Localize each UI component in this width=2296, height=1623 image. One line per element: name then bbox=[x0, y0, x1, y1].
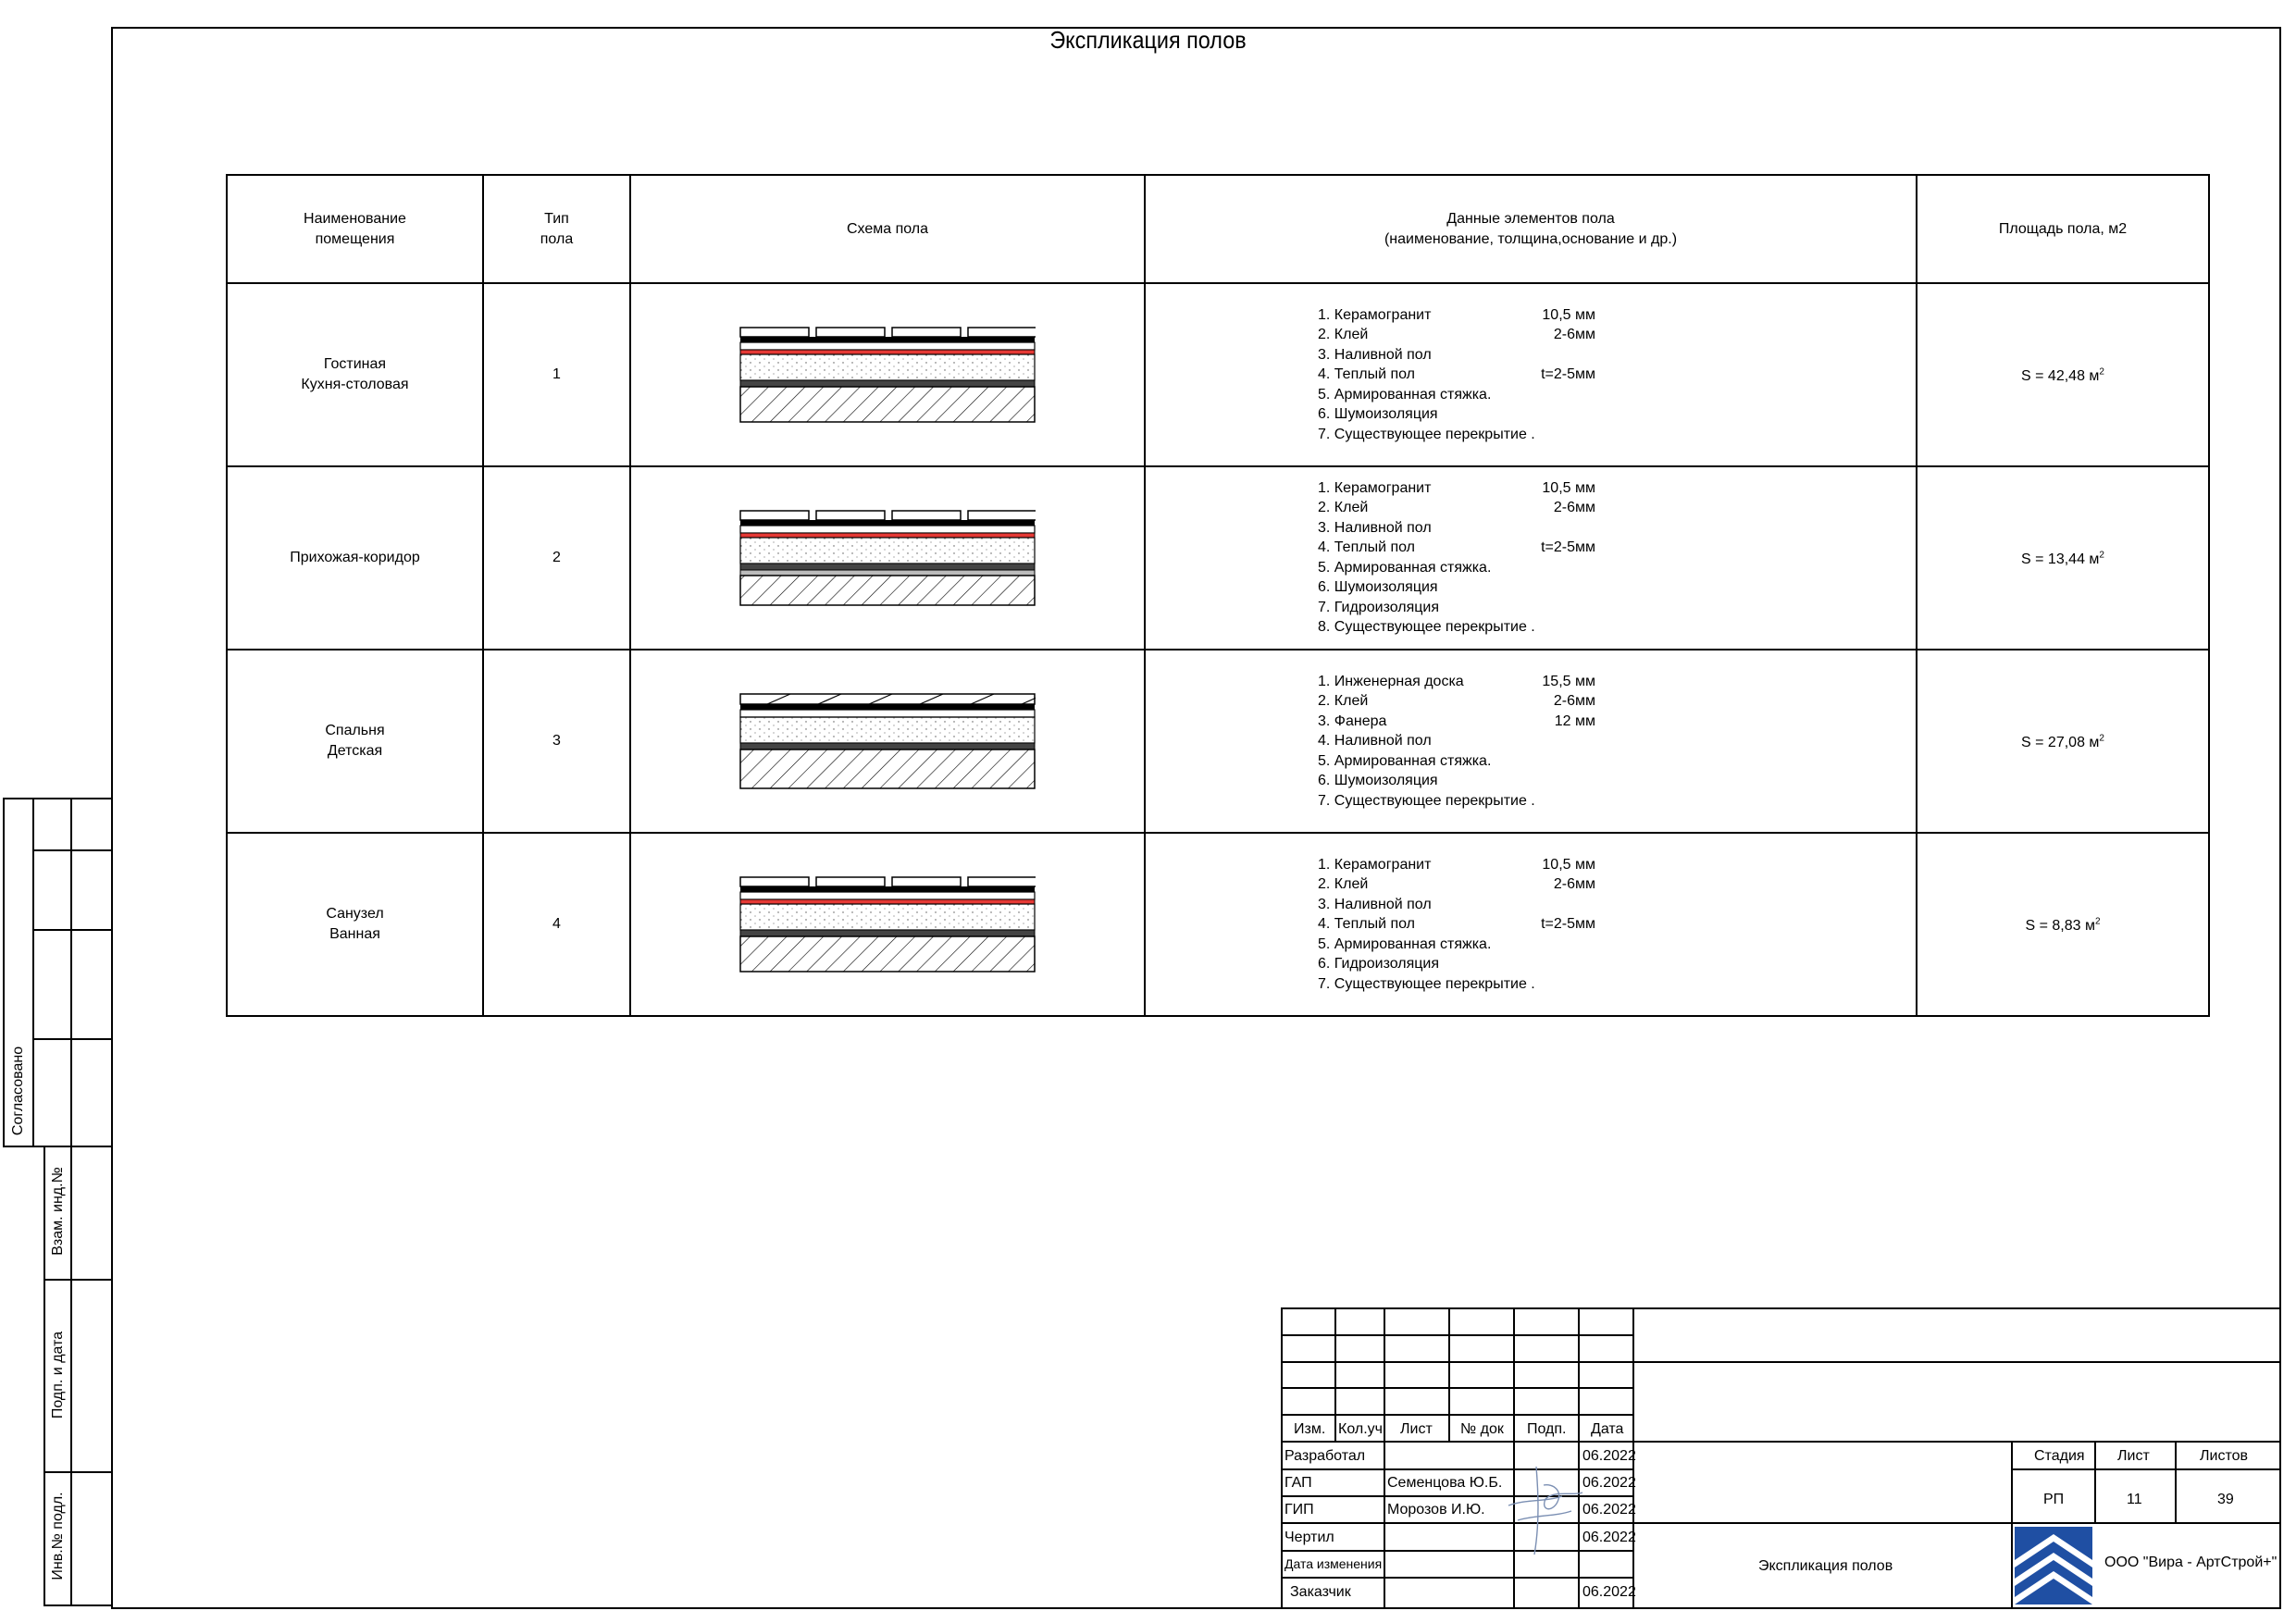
floor-type: 2 bbox=[552, 550, 561, 565]
element-name: 3. Наливной пол bbox=[1318, 346, 1432, 363]
element-name: 3. Наливной пол bbox=[1318, 896, 1432, 912]
floor-elements-cell bbox=[1145, 466, 1917, 650]
elements-list bbox=[1318, 855, 1595, 995]
element-item bbox=[1318, 518, 1595, 539]
element-name: 5. Армированная стяжка. bbox=[1318, 559, 1492, 576]
element-name: 4. Теплый пол bbox=[1318, 366, 1415, 382]
stamp-inv-replace: Взам. инд.№ bbox=[50, 1167, 66, 1256]
element-item bbox=[1318, 425, 1595, 445]
element-item bbox=[1318, 478, 1595, 499]
floor-explication-table bbox=[226, 174, 2210, 1017]
floor-type-cell bbox=[483, 466, 630, 650]
table-header-row bbox=[227, 175, 2209, 283]
stamp-agreed: Согласовано bbox=[10, 1046, 26, 1136]
floor-area-unit-power: 2 bbox=[2094, 916, 2101, 927]
tb-name: Семенцова Ю.Б. bbox=[1387, 1475, 1503, 1491]
floor-area bbox=[2021, 735, 2104, 750]
tb-sheets: 39 bbox=[2217, 1492, 2234, 1507]
tb-role: Заказчик bbox=[1290, 1584, 1351, 1600]
element-name: 2. Клей bbox=[1318, 876, 1369, 892]
elements-list bbox=[1318, 305, 1595, 445]
element-item bbox=[1318, 895, 1595, 915]
floor-area bbox=[2025, 918, 2100, 934]
tb-date: 06.2022 bbox=[1582, 1448, 1636, 1464]
element-name: 3. Фанера bbox=[1318, 712, 1387, 729]
page-title: Экспликация полов bbox=[1049, 26, 1247, 54]
tb-sheet: 11 bbox=[2127, 1492, 2142, 1507]
room-name: Кухня-столовая bbox=[301, 377, 409, 392]
floor-scheme-cell bbox=[630, 283, 1145, 466]
element-name: 6. Шумоизоляция bbox=[1318, 579, 1438, 596]
element-value: 10,5 мм bbox=[1542, 856, 1595, 873]
element-value: 2-6мм bbox=[1553, 876, 1595, 892]
element-name: 6. Гидроизоляция bbox=[1318, 956, 1440, 972]
element-value: t=2-5мм bbox=[1541, 539, 1595, 556]
element-item bbox=[1318, 598, 1595, 618]
floor-area-value: S = 13,44 м bbox=[2021, 551, 2100, 568]
room-name-cell bbox=[227, 650, 483, 833]
floor-area-cell bbox=[1917, 283, 2209, 466]
element-item bbox=[1318, 791, 1595, 812]
element-item bbox=[1318, 577, 1595, 598]
element-item bbox=[1318, 855, 1595, 875]
stamp-inv-orig: Инв.№ подл. bbox=[50, 1492, 66, 1580]
element-item bbox=[1318, 345, 1595, 365]
element-item bbox=[1318, 954, 1595, 974]
element-name: 2. Клей bbox=[1318, 327, 1369, 342]
floor-scheme-cell bbox=[630, 650, 1145, 833]
element-value: t=2-5мм bbox=[1541, 916, 1595, 932]
element-item bbox=[1318, 712, 1595, 732]
tb-col-list: Лист bbox=[1400, 1421, 1433, 1437]
floor-scheme-cell bbox=[630, 466, 1145, 650]
room-name: Детская bbox=[327, 743, 383, 759]
floor-area-cell bbox=[1917, 833, 2209, 1016]
floor-type-cell bbox=[483, 283, 630, 466]
element-value: t=2-5мм bbox=[1541, 366, 1595, 382]
element-name: 4. Наливной пол bbox=[1318, 733, 1432, 749]
tb-col-doc: № док bbox=[1460, 1421, 1504, 1437]
floor-area-cell bbox=[1917, 466, 2209, 650]
tb-role: Чертил bbox=[1285, 1530, 1334, 1545]
floor-scheme-drawing bbox=[739, 507, 1036, 609]
element-item bbox=[1318, 672, 1595, 692]
element-item bbox=[1318, 385, 1595, 405]
element-name: 7. Существующее перекрытие . bbox=[1318, 792, 1535, 809]
element-value: 12 мм bbox=[1554, 712, 1595, 729]
floor-type: 1 bbox=[552, 366, 561, 382]
element-value: 10,5 мм bbox=[1542, 306, 1595, 323]
element-item bbox=[1318, 935, 1595, 955]
tb-col-kol: Кол.уч bbox=[1338, 1421, 1383, 1437]
tb-date: 06.2022 bbox=[1582, 1530, 1636, 1545]
floor-area-unit-power: 2 bbox=[2099, 733, 2104, 744]
element-name: 7. Существующее перекрытие . bbox=[1318, 975, 1535, 992]
floor-type: 3 bbox=[552, 733, 561, 749]
element-item bbox=[1318, 617, 1595, 638]
element-name: 1. Керамогранит bbox=[1318, 856, 1432, 873]
element-name: 1. Керамогранит bbox=[1318, 306, 1432, 323]
floor-area-unit-power: 2 bbox=[2099, 550, 2104, 561]
floor-area-value: S = 8,83 м bbox=[2025, 918, 2095, 935]
tb-role: Дата изменения bbox=[1285, 1556, 1383, 1571]
floor-area-value: S = 27,08 м bbox=[2021, 735, 2100, 751]
element-item bbox=[1318, 771, 1595, 791]
element-item bbox=[1318, 914, 1595, 935]
floor-scheme-drawing bbox=[739, 873, 1036, 975]
room-name: Спальня bbox=[325, 723, 385, 738]
tb-col-sign: Подп. bbox=[1527, 1421, 1567, 1437]
room-name: Санузел bbox=[326, 906, 384, 922]
stamp-sign-date: Подп. и дата bbox=[50, 1331, 66, 1419]
element-item bbox=[1318, 538, 1595, 558]
element-name: 4. Теплый пол bbox=[1318, 539, 1415, 556]
tb-stage: РП bbox=[2043, 1492, 2065, 1507]
element-item bbox=[1318, 974, 1595, 995]
element-name: 3. Наливной пол bbox=[1318, 519, 1432, 536]
room-name: Ванная bbox=[329, 926, 380, 942]
element-name: 6. Шумоизоляция bbox=[1318, 406, 1438, 422]
tb-sheet-title: Экспликация полов bbox=[1758, 1558, 1893, 1574]
floor-area bbox=[2021, 551, 2104, 567]
element-value: 2-6мм bbox=[1553, 327, 1595, 342]
floor-area-unit-power: 2 bbox=[2099, 366, 2104, 378]
company-logo bbox=[2015, 1527, 2092, 1604]
tb-sheets-label: Листов bbox=[2200, 1448, 2248, 1464]
element-name: 1. Инженерная доска bbox=[1318, 673, 1464, 689]
elements-list bbox=[1318, 478, 1595, 638]
tb-date: 06.2022 bbox=[1582, 1584, 1636, 1600]
elements-list bbox=[1318, 672, 1595, 812]
header-room: Наименование помещения bbox=[227, 175, 483, 283]
table-row bbox=[227, 283, 2209, 466]
floor-elements-cell bbox=[1145, 650, 1917, 833]
element-name: 6. Шумоизоляция bbox=[1318, 773, 1438, 788]
header-type: Тип пола bbox=[483, 175, 630, 283]
element-item bbox=[1318, 305, 1595, 326]
element-name: 5. Армированная стяжка. bbox=[1318, 935, 1492, 952]
table-row bbox=[227, 833, 2209, 1016]
tb-role: ГАП bbox=[1285, 1475, 1312, 1491]
tb-company: ООО "Вира - АртСтрой+" bbox=[2104, 1555, 2277, 1570]
room-name-cell bbox=[227, 466, 483, 650]
element-name: 2. Клей bbox=[1318, 693, 1369, 709]
floor-type-cell bbox=[483, 650, 630, 833]
element-item bbox=[1318, 731, 1595, 751]
element-item bbox=[1318, 874, 1595, 895]
floor-scheme-drawing bbox=[739, 324, 1036, 426]
table-row bbox=[227, 466, 2209, 650]
tb-sheet-label: Лист bbox=[2117, 1448, 2150, 1464]
element-name: 5. Армированная стяжка. bbox=[1318, 386, 1492, 403]
room-name: Прихожая-коридор bbox=[290, 550, 420, 565]
element-value: 2-6мм bbox=[1553, 693, 1595, 709]
element-item bbox=[1318, 365, 1595, 385]
element-item bbox=[1318, 691, 1595, 712]
element-item bbox=[1318, 498, 1595, 518]
tb-stage-label: Стадия bbox=[2034, 1448, 2085, 1464]
floor-type: 4 bbox=[552, 916, 561, 932]
tb-date: 06.2022 bbox=[1582, 1502, 1636, 1518]
element-value: 2-6мм bbox=[1553, 500, 1595, 516]
floor-area bbox=[2021, 368, 2104, 384]
tb-col-izm: Изм. bbox=[1294, 1421, 1326, 1437]
floor-scheme-drawing bbox=[739, 690, 1036, 792]
element-value: 10,5 мм bbox=[1542, 479, 1595, 496]
header-elements: Данные элементов пола (наименование, толщина,основание и др.) bbox=[1145, 175, 1917, 283]
floor-type-cell bbox=[483, 833, 630, 1016]
element-item bbox=[1318, 751, 1595, 772]
tb-col-date: Дата bbox=[1591, 1421, 1624, 1437]
floor-elements-cell bbox=[1145, 833, 1917, 1016]
room-name-cell bbox=[227, 283, 483, 466]
floor-scheme-cell bbox=[630, 833, 1145, 1016]
element-name: 1. Керамогранит bbox=[1318, 479, 1432, 496]
element-name: 4. Теплый пол bbox=[1318, 916, 1415, 932]
element-value: 15,5 мм bbox=[1542, 673, 1595, 689]
room-name-cell bbox=[227, 833, 483, 1016]
element-name: 2. Клей bbox=[1318, 500, 1369, 516]
floor-elements-cell bbox=[1145, 283, 1917, 466]
element-item bbox=[1318, 404, 1595, 425]
floor-area-cell bbox=[1917, 650, 2209, 833]
tb-name: Морозов И.Ю. bbox=[1387, 1502, 1485, 1518]
tb-date: 06.2022 bbox=[1582, 1475, 1636, 1491]
tb-role: Разработал bbox=[1285, 1448, 1366, 1464]
element-item bbox=[1318, 558, 1595, 578]
header-scheme: Схема пола bbox=[630, 175, 1145, 283]
element-name: 5. Армированная стяжка. bbox=[1318, 752, 1492, 769]
element-item bbox=[1318, 325, 1595, 345]
room-name: Гостиная bbox=[323, 356, 387, 372]
element-name: 7. Гидроизоляция bbox=[1318, 599, 1440, 615]
header-area: Площадь пола, м2 bbox=[1917, 175, 2209, 283]
signature-image bbox=[1499, 1448, 1592, 1564]
floor-area-value: S = 42,48 м bbox=[2021, 368, 2100, 385]
element-name: 8. Существующее перекрытие . bbox=[1318, 619, 1535, 636]
tb-role: ГИП bbox=[1285, 1502, 1314, 1518]
table-row bbox=[227, 650, 2209, 833]
element-name: 7. Существующее перекрытие . bbox=[1318, 426, 1535, 442]
